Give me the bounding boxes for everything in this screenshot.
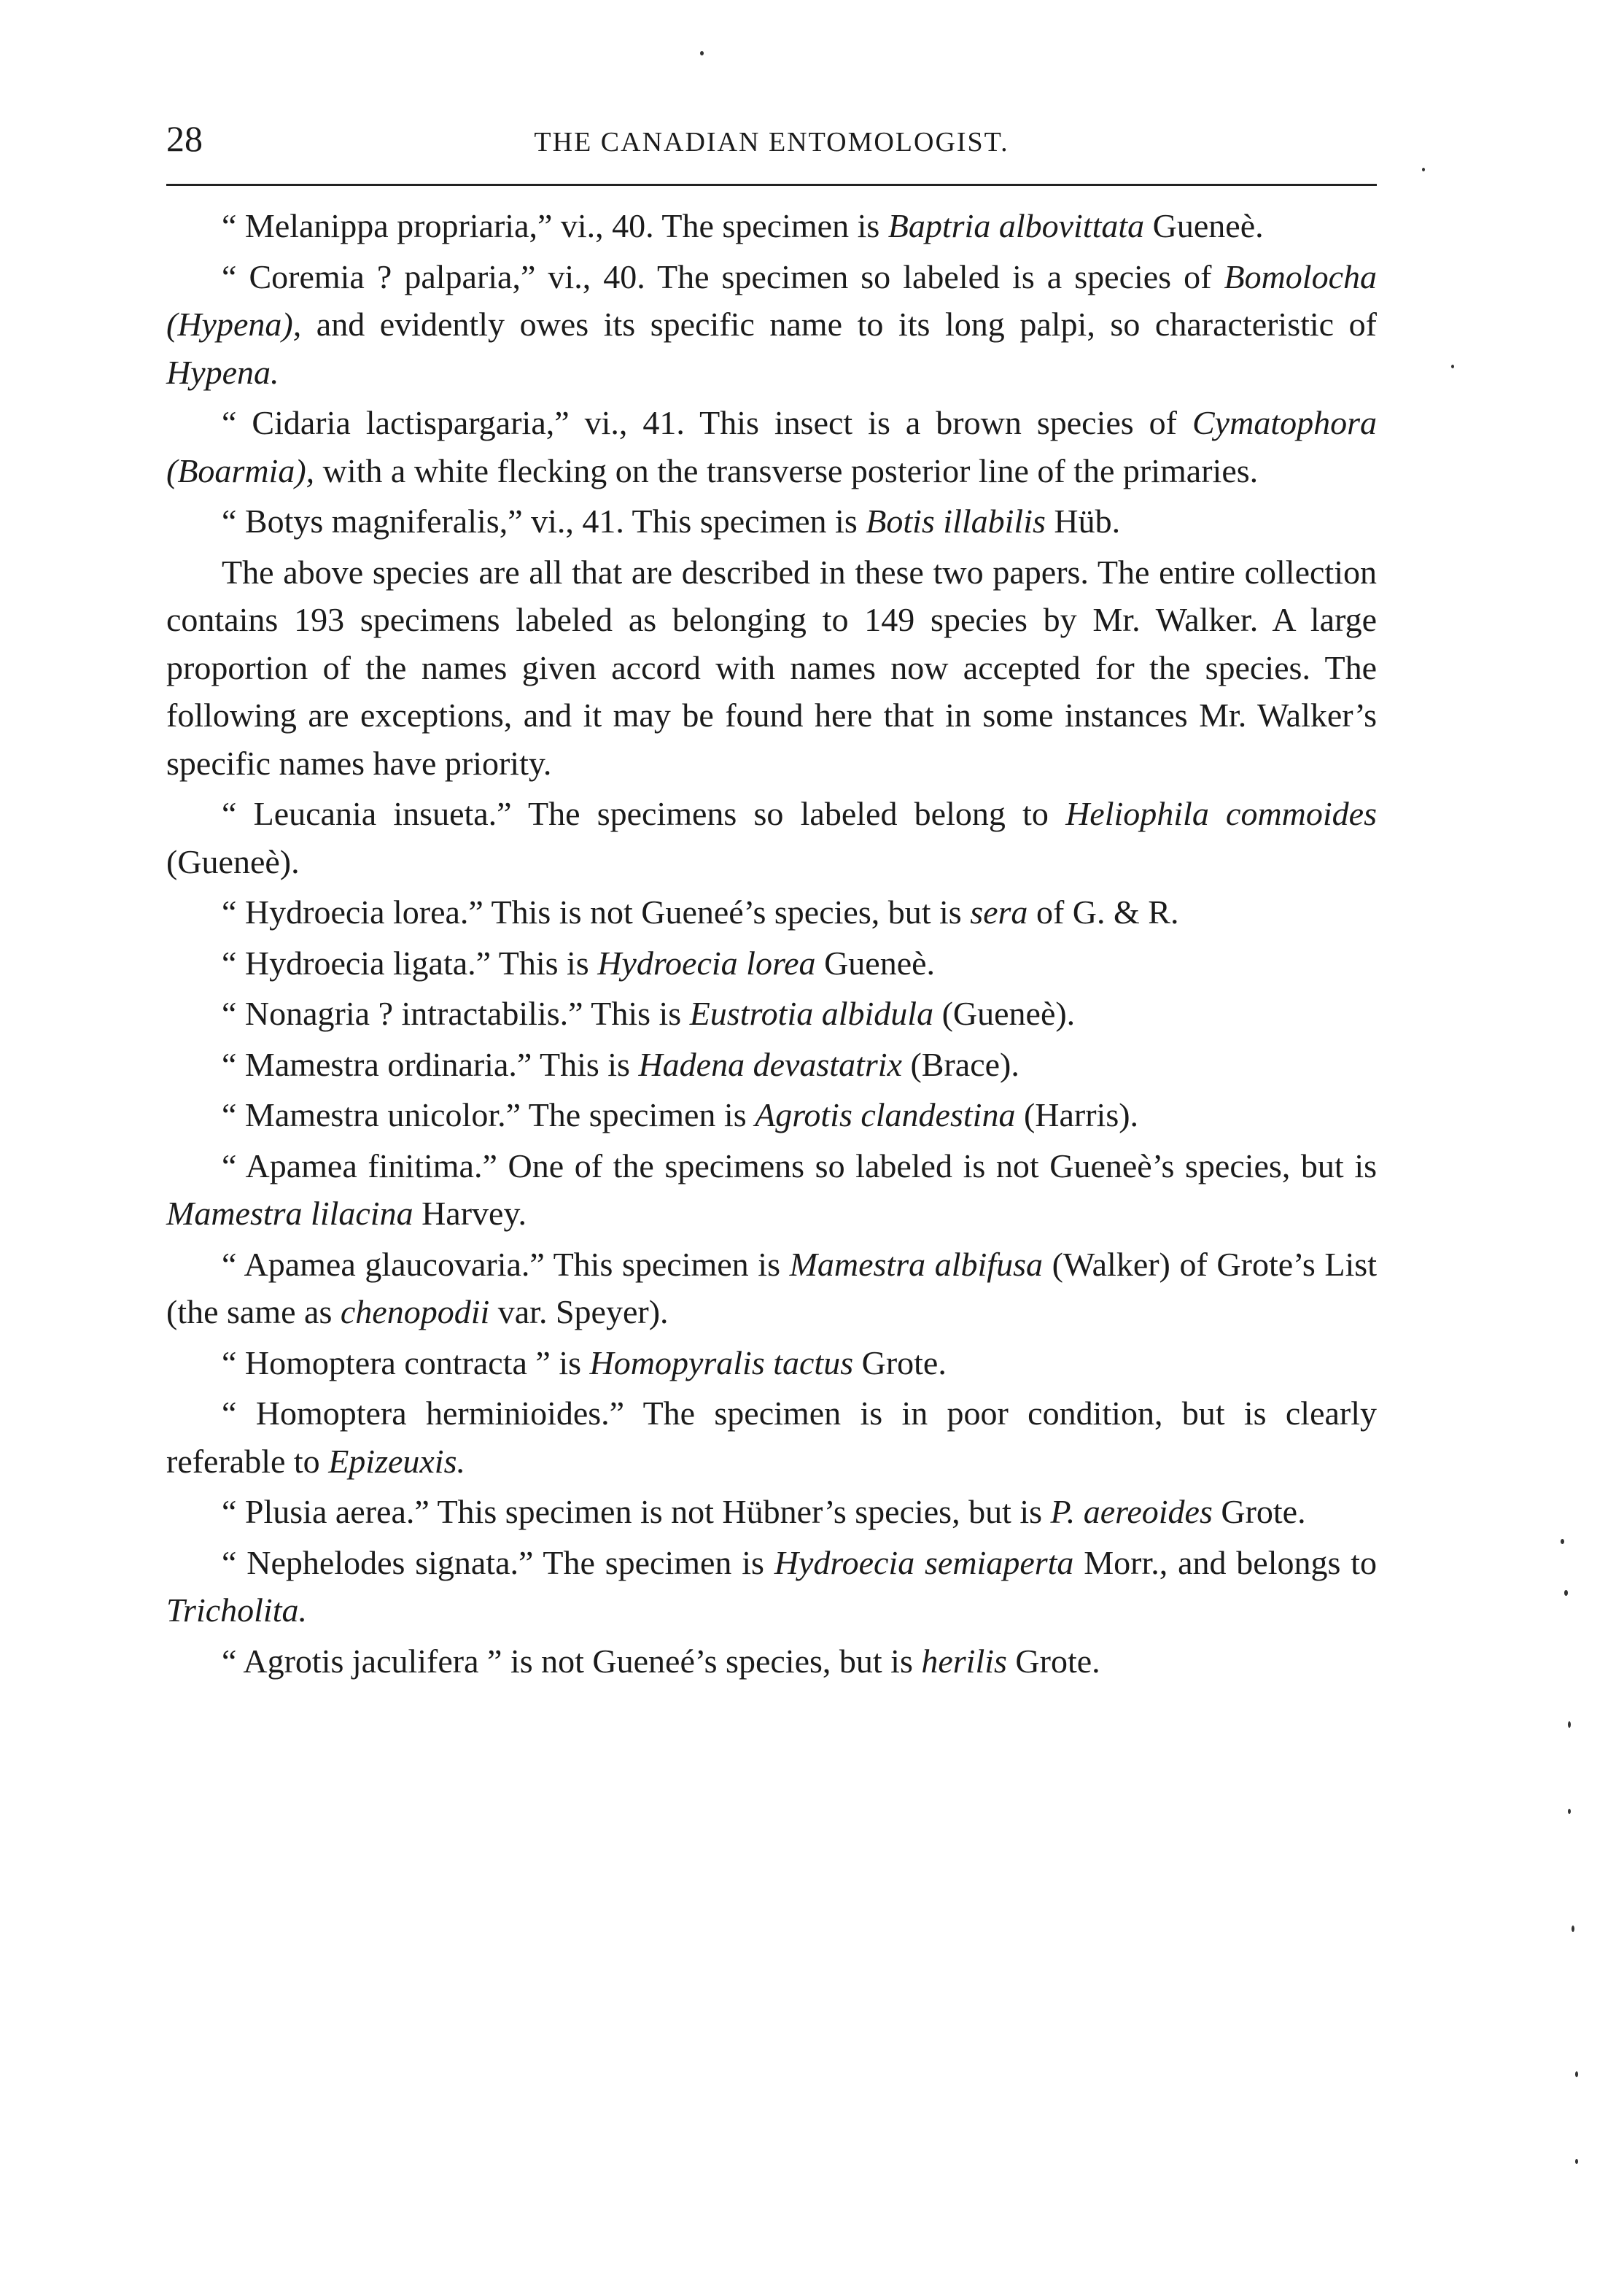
paragraph: “ Leucania insueta.” The specimens so labeled belong to Heliophila commoides (Gueneè). (166, 795, 1378, 880)
header-rule (166, 184, 1377, 186)
scan-speck (1422, 168, 1425, 171)
paragraph: “ Hydroecia lorea.” This is not Gueneé’s species, but is sera of G. & R. (222, 893, 1179, 931)
paragraph: “ Mamestra unicolor.” The specimen is Agrotis clandestina (Harris). (222, 1096, 1139, 1133)
scan-speck (1572, 1925, 1574, 1932)
paragraph: “ Hydroecia ligata.” This is Hydroecia lorea Gueneè. (222, 944, 936, 982)
paragraph: “ Plusia aerea.” This specimen is not Hübner’s species, but is P. aereoides Grote. (222, 1493, 1306, 1530)
scan-speck (1568, 1809, 1571, 1814)
paragraph: “ Mamestra ordinaria.” This is Hadena devastatrix (Brace). (222, 1045, 1019, 1083)
paragraph: “ Apamea finitima.” One of the specimens so labeled is not Gueneè’s species, but is Mamestra lilacina Harvey. (166, 1147, 1377, 1232)
paragraph: “ Coremia ? palparia,” vi., 40. The specimen so labeled is a species of Bomolocha (Hypena), and evidently owes its specific name to its long palpi, so characteristic of Hypena. (166, 257, 1377, 391)
running-title: THE CANADIAN ENTOMOLOGIST. (534, 127, 1009, 158)
paragraph: “ Nephelodes signata.” The specimen is Hydroecia semiaperta Morr., and belongs to Tricholita. (166, 1543, 1377, 1629)
scan-speck (1451, 365, 1454, 368)
paragraph: “ Apamea glaucovaria.” This specimen is Mamestra albifusa (Walker) of Grote’s List (the same as chenopodii var. Speyer). (166, 1245, 1377, 1330)
paragraph: “ Cidaria lactispargaria,” vi., 41. This insect is a brown species of Cymatophora (Boarmia), with a white flecking on the transverse posterior line of the primaries. (166, 404, 1377, 489)
paragraph: The above species are all that are described in these two papers. The entire collection contains 193 specimens labeled as belonging to 149 species by Mr. Walker. A large proportion of the names given accord with names now accepted for the species. The following are exceptions, and it may be found here that in some instances Mr. Walker’s specific names have priority. (166, 553, 1377, 782)
paragraph: “ Botys magniferalis,” vi., 41. This specimen is Botis illabilis Hüb. (222, 503, 1121, 540)
page (166, 109, 1377, 1688)
scan-speck (1568, 1721, 1571, 1728)
scan-speck (1575, 2071, 1578, 2077)
paragraph: “ Homoptera contracta ” is Homopyralis tactus Grote. (222, 1343, 947, 1381)
page-header (166, 109, 1377, 168)
article-body (166, 202, 1377, 1685)
page-number: 28 (166, 118, 203, 159)
paragraph: “ Agrotis jaculifera ” is not Gueneé’s species, but is herilis Grote. (222, 1642, 1100, 1680)
paragraph: “ Melanippa propriaria,” vi., 40. The specimen is Baptria albovittata Gueneè. (222, 207, 1264, 244)
scan-speck (700, 51, 704, 55)
paragraph: “ Nonagria ? intractabilis.” This is Eustrotia albidula (Gueneè). (222, 995, 1076, 1032)
scan-speck (1575, 2159, 1578, 2164)
paragraph: “ Homoptera herminioides.” The specimen is in poor condition, but is clearly referable to Epizeuxis. (166, 1395, 1377, 1480)
scan-speck (1561, 1539, 1564, 1544)
scan-speck (1564, 1590, 1568, 1596)
